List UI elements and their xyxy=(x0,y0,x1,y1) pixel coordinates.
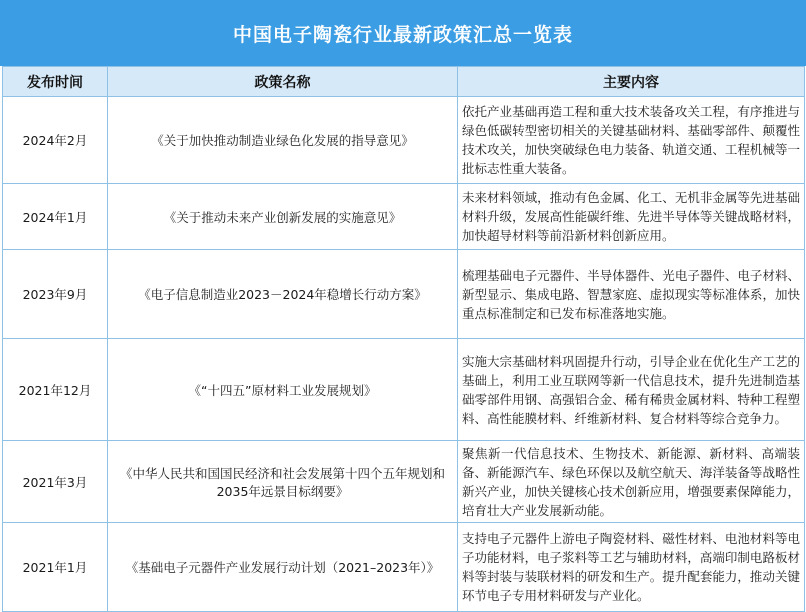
row-policy-name: 《电子信息制造业2023－2024年稳增长行动方案》 xyxy=(108,250,458,339)
row-content: 依托产业基础再造工程和重大技术装备攻关工程，有序推进与绿色低碳转型密切相关的关键基础材料、基础零部件、颠覆性技术攻关，加快突破绿色电力装备、轨道交通、工程机械等一批标志性重大装备。 xyxy=(458,97,805,184)
row-content: 梳理基础电子元器件、半导体器件、光电子器件、电子材料、新型显示、集成电路、智慧家庭、虚拟现实等标准体系，加快重点标准制定和已发布标准落地实施。 xyxy=(458,250,805,339)
header-content: 主要内容 xyxy=(458,67,805,97)
table-row xyxy=(3,441,805,523)
row-date: 2021年3月 xyxy=(3,441,108,523)
table-title: 中国电子陶瓷行业最新政策汇总一览表 xyxy=(0,0,806,66)
table-row xyxy=(3,97,805,184)
row-policy-name: 《关于推动未来产业创新发展的实施意见》 xyxy=(108,184,458,250)
row-content: 支持电子元器件上游电子陶瓷材料、磁性材料、电池材料等电子功能材料，电子浆料等工艺与辅助材料，高端印制电路板材料等封装与装联材料的研发和生产。提升配套能力，推动关键环节电子专用材料研发与产业化。 xyxy=(458,523,805,612)
row-content: 未来材料领域，推动有色金属、化工、无机非金属等先进基础材料升级，发展高性能碳纤维、先进半导体等关键战略材料，加快超导材料等前沿新材料创新应用。 xyxy=(458,184,805,250)
row-policy-name: 《中华人民共和国国民经济和社会发展第十四个五年规划和2035年远景目标纲要》 xyxy=(108,441,458,523)
header-name: 政策名称 xyxy=(108,67,458,97)
row-policy-name: 《基础电子元器件产业发展行动计划（2021–2023年）》 xyxy=(108,523,458,612)
row-policy-name: 《“十四五”原材料工业发展规划》 xyxy=(108,339,458,441)
header-date: 发布时间 xyxy=(3,67,108,97)
row-policy-name: 《关于加快推动制造业绿色化发展的指导意见》 xyxy=(108,97,458,184)
table-row xyxy=(3,250,805,339)
row-content: 实施大宗基础材料巩固提升行动，引导企业在优化生产工艺的基础上，利用工业互联网等新一代信息技术，提升先进制造基础零部件用钢、高强铝合金、稀有稀贵金属材料、特种工程塑料、高性能膜材料、纤维新材料、复合材料等综合竞争力。 xyxy=(458,339,805,441)
row-date: 2021年1月 xyxy=(3,523,108,612)
row-date: 2024年1月 xyxy=(3,184,108,250)
table-row xyxy=(3,523,805,612)
table-row xyxy=(3,339,805,441)
row-date: 2023年9月 xyxy=(3,250,108,339)
table-row xyxy=(3,184,805,250)
row-date: 2024年2月 xyxy=(3,97,108,184)
header-row xyxy=(3,67,805,97)
policy-table xyxy=(2,66,805,612)
row-date: 2021年12月 xyxy=(3,339,108,441)
row-content: 聚焦新一代信息技术、生物技术、新能源、新材料、高端装备、新能源汽车、绿色环保以及航空航天、海洋装备等战略性新兴产业，加快关键核心技术创新应用，增强要素保障能力，培育壮大产业发展新动能。 xyxy=(458,441,805,523)
